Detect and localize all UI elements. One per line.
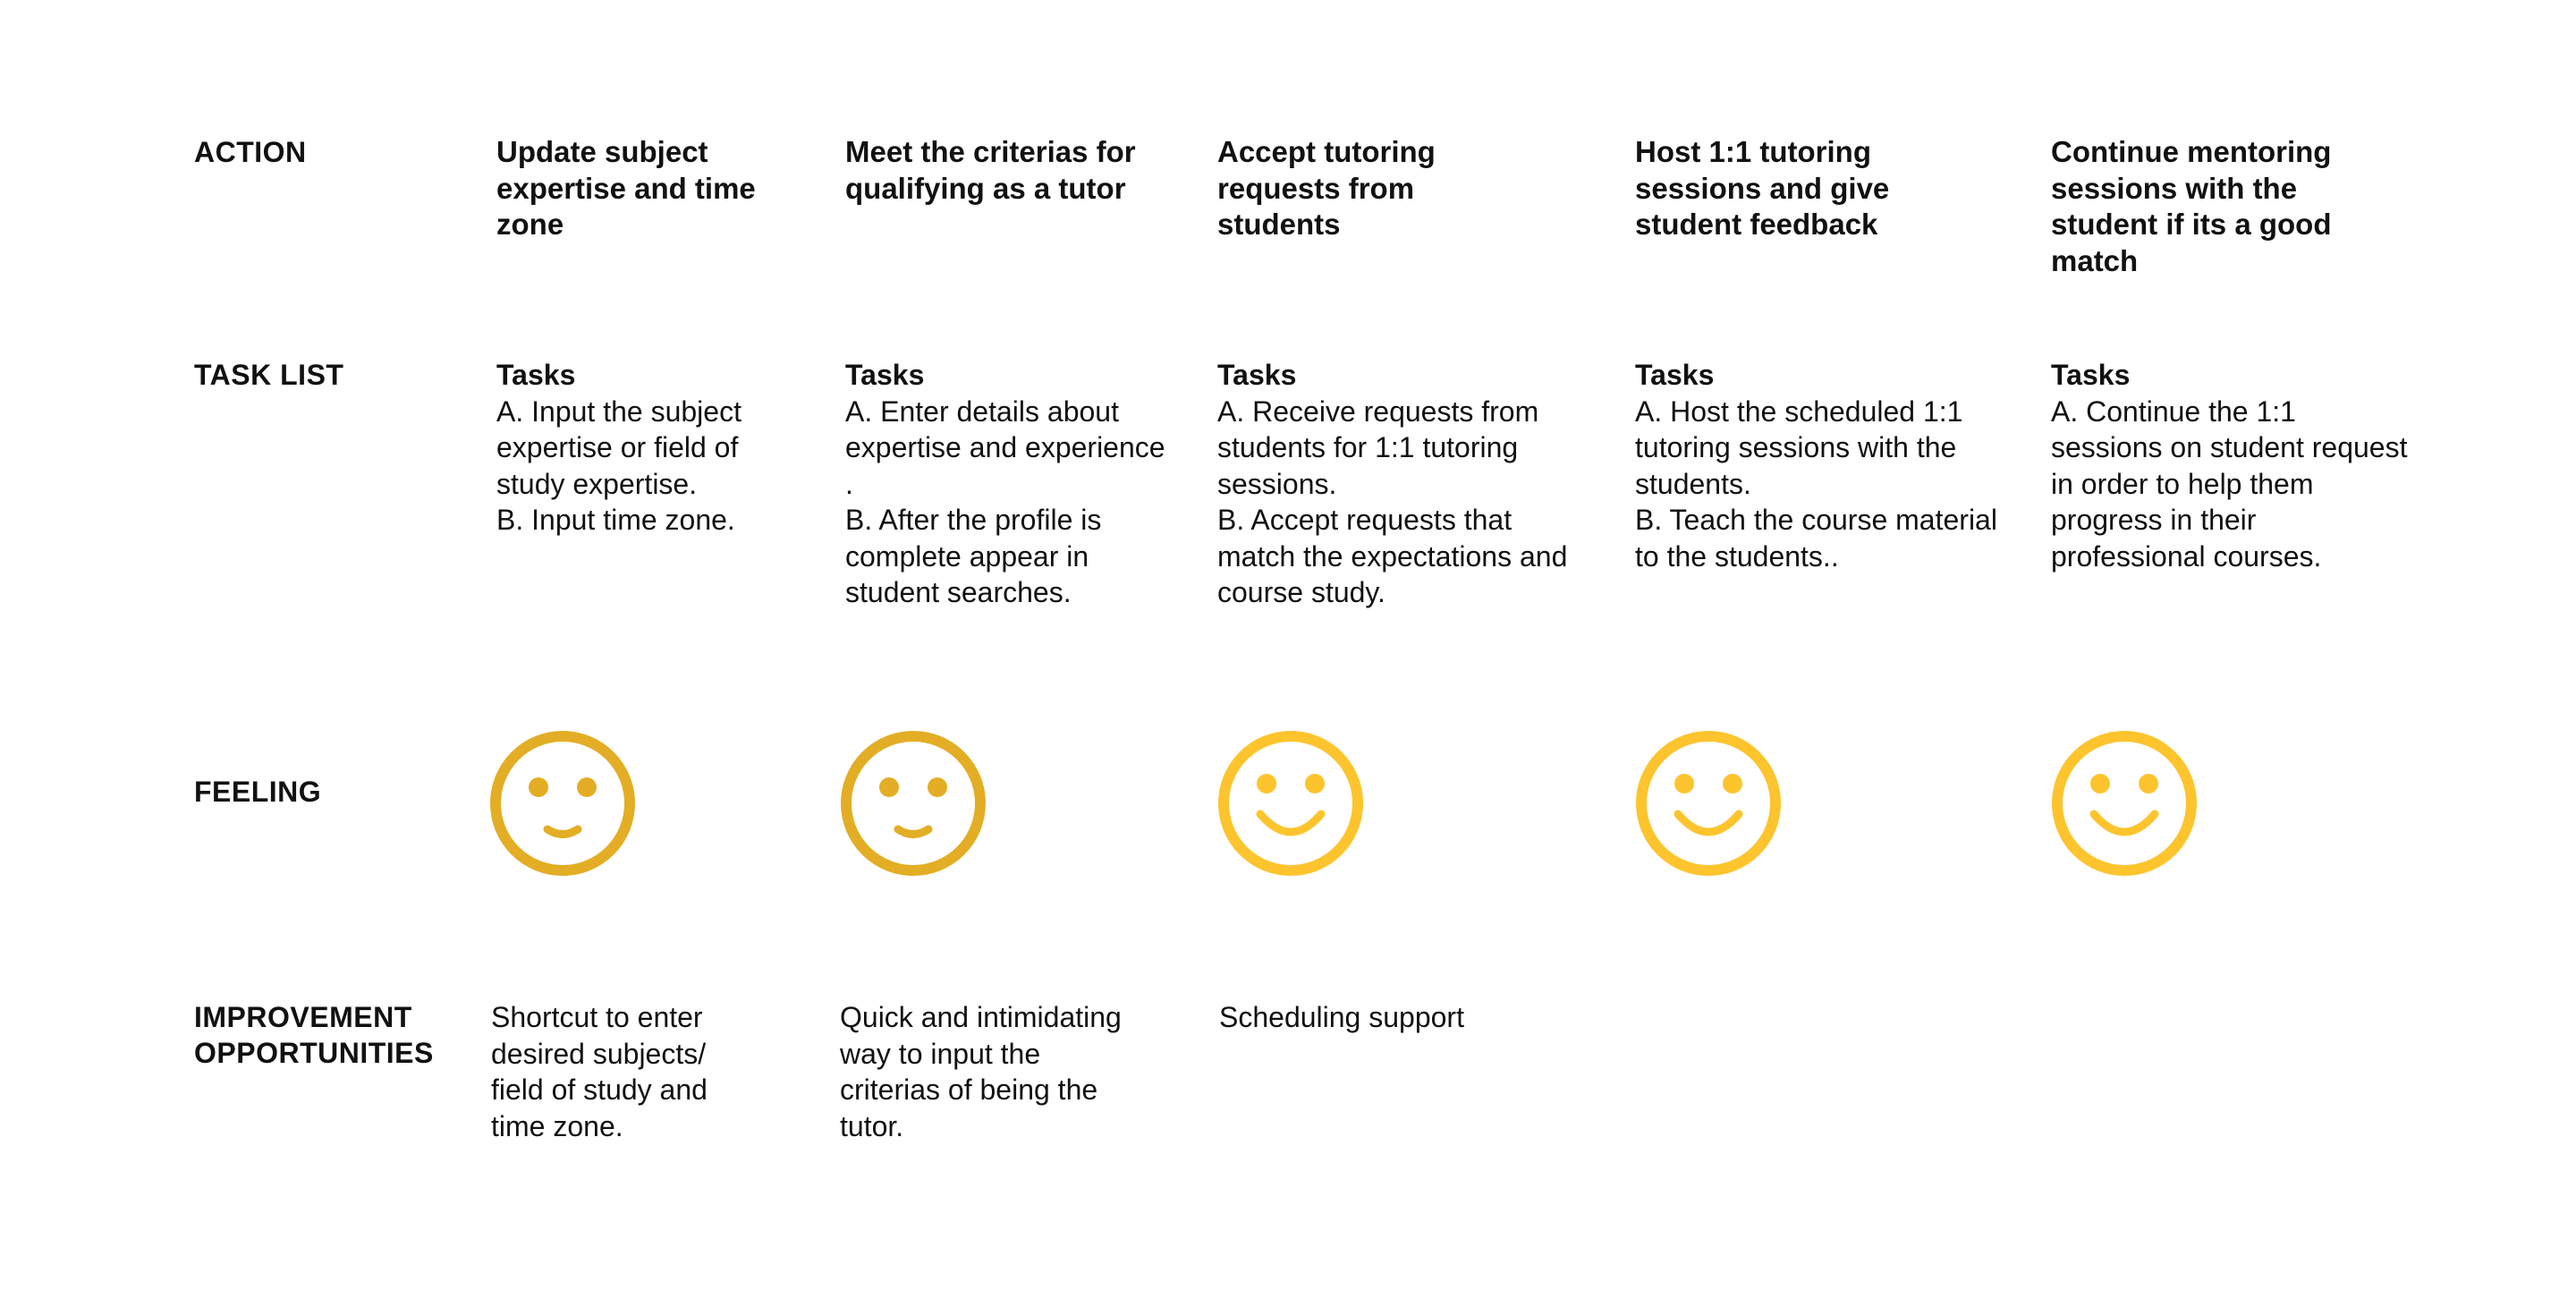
neutral-smile-icon xyxy=(839,729,987,878)
stage-5-action: Continue mentoring sessions with the student if its a good match xyxy=(2051,135,2332,277)
stage-2-task-a: A. Enter details about expertise and experience . xyxy=(845,395,1165,500)
stage-1-task-b: B. Input time zone. xyxy=(496,504,735,536)
stage-2-tasks xyxy=(845,357,1176,611)
stage-1-tasks xyxy=(496,357,805,539)
stage-2-tasks-heading: Tasks xyxy=(845,359,925,391)
happy-smile-icon xyxy=(1216,729,1365,878)
happy-smile-icon xyxy=(1634,729,1783,878)
stage-4-task-b: B. Teach the course material to the students.. xyxy=(1635,504,1997,573)
stage-4-action: Host 1:1 tutoring sessions and give student feedback xyxy=(1635,135,1890,241)
stage-4-tasks-heading: Tasks xyxy=(1635,359,1715,391)
stage-5-tasks xyxy=(2051,357,2409,574)
stage-1-action: Update subject expertise and time zone xyxy=(496,135,756,241)
stage-1-improvement: Shortcut to enter desired subjects/ field of study and time zone. xyxy=(491,1001,708,1142)
stage-2-action: Meet the criterias for qualifying as a tutor xyxy=(845,135,1136,205)
row-label-feeling: FEELING xyxy=(194,776,322,808)
happy-smile-icon xyxy=(2050,729,2199,878)
neutral-smile-icon xyxy=(488,729,637,878)
stage-5-task-a: A. Continue the 1:1 sessions on student request in order to help them progress in their professional courses. xyxy=(2051,395,2408,573)
stage-2-task-b: B. After the profile is complete appear in student searches. xyxy=(845,504,1102,608)
stage-4-tasks xyxy=(1635,357,2015,574)
stage-1-task-a: A. Input the subject expertise or field of study expertise. xyxy=(496,395,741,500)
stage-5-tasks-heading: Tasks xyxy=(2051,359,2131,391)
stage-2-improvement: Quick and intimidating way to input the criterias of being the tutor. xyxy=(840,1001,1122,1142)
row-label-improvement: IMPROVEMENT OPPORTUNITIES xyxy=(194,1001,434,1069)
row-label-action: ACTION xyxy=(194,136,307,168)
stage-3-tasks-heading: Tasks xyxy=(1217,359,1297,391)
stage-1-tasks-heading: Tasks xyxy=(496,359,576,391)
stage-3-tasks xyxy=(1217,357,1593,611)
stage-4-task-a: A. Host the scheduled 1:1 tutoring sessions with the students. xyxy=(1635,395,1963,500)
row-label-task-list: TASK LIST xyxy=(194,359,344,391)
stage-3-task-b: B. Accept requests that match the expectations and course study. xyxy=(1217,504,1568,608)
stage-3-task-a: A. Receive requests from students for 1:1 tutoring sessions. xyxy=(1217,395,1539,500)
stage-3-action: Accept tutoring requests from students xyxy=(1217,135,1436,241)
stage-3-improvement: Scheduling support xyxy=(1219,1001,1464,1033)
